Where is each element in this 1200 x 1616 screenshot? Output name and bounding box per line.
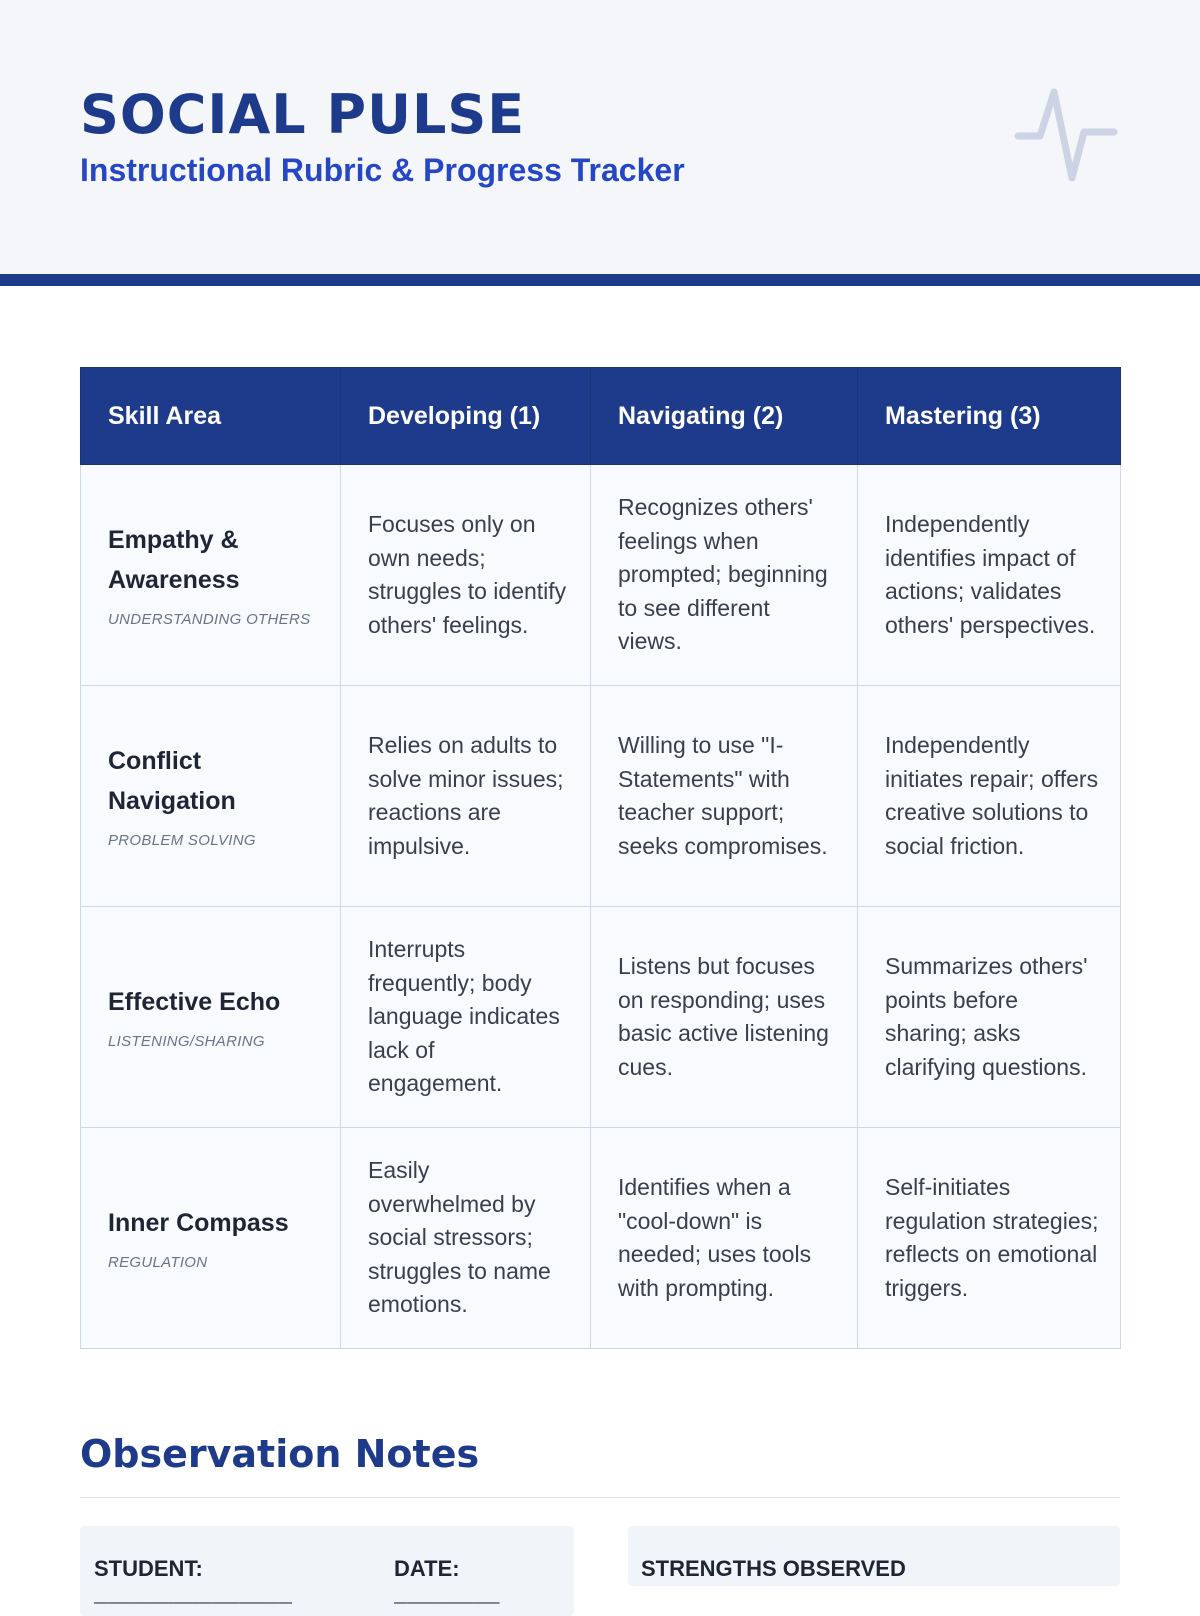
skill-category: PROBLEM SOLVING [108,832,256,849]
date-label: DATE: [394,1556,460,1581]
header-divider-bar [0,274,1200,286]
mastering-cell: Independently identifies impact of actions; validates others' perspectives. [858,465,1121,686]
rubric-table [80,367,1121,1349]
skill-category: UNDERSTANDING OTHERS [108,611,311,628]
skill-category: REGULATION [108,1254,208,1271]
skill-name: Effective Echo [108,988,281,1016]
skill-cell [81,1128,341,1349]
developing-cell: Interrupts frequently; body language indicates lack of engagement. [341,907,591,1128]
student-field[interactable]: _______________ [94,1583,293,1608]
strengths-label: STRENGTHS OBSERVED [641,1556,906,1581]
document-header [0,0,1200,274]
column-header-developing: Developing (1) [341,368,591,465]
skill-name: Empathy & Awareness [108,526,240,594]
date-field[interactable]: ________ [394,1583,500,1608]
skill-name: Conflict Navigation [108,747,236,815]
table-row [81,907,1121,1128]
table-row [81,686,1121,907]
skill-category: LISTENING/SHARING [108,1033,265,1050]
navigating-cell: Listens but focuses on responding; uses basic active listening cues. [591,907,858,1128]
table-row [81,1128,1121,1349]
document-title: SOCIAL PULSE [80,83,526,146]
student-info-box [80,1526,574,1616]
mastering-cell: Summarizes others' points before sharing; asks clarifying questions. [858,907,1121,1128]
developing-cell: Focuses only on own needs; struggles to identify others' feelings. [341,465,591,686]
navigating-cell: Recognizes others' feelings when prompted; beginning to see different views. [591,465,858,686]
navigating-cell: Identifies when a "cool-down" is needed; uses tools with prompting. [591,1128,858,1349]
strengths-box [628,1526,1120,1586]
document-subtitle: Instructional Rubric & Progress Tracker [80,152,685,188]
column-header-skill-area: Skill Area [81,368,341,465]
table-row [81,465,1121,686]
skill-cell [81,907,341,1128]
skill-cell [81,686,341,907]
student-label: STUDENT: [94,1556,203,1581]
observation-notes-heading: Observation Notes [80,1432,480,1476]
skill-cell [81,465,341,686]
column-header-navigating: Navigating (2) [591,368,858,465]
developing-cell: Relies on adults to solve minor issues; reactions are impulsive. [341,686,591,907]
pulse-icon [1014,86,1118,190]
skill-name: Inner Compass [108,1209,289,1237]
rubric-header-row [81,368,1121,465]
mastering-cell: Independently initiates repair; offers creative solutions to social friction. [858,686,1121,907]
navigating-cell: Willing to use "I-Statements" with teacher support; seeks compromises. [591,686,858,907]
mastering-cell: Self-initiates regulation strategies; reflects on emotional triggers. [858,1128,1121,1349]
notes-divider [80,1497,1120,1498]
column-header-mastering: Mastering (3) [858,368,1121,465]
developing-cell: Easily overwhelmed by social stressors; struggles to name emotions. [341,1128,591,1349]
